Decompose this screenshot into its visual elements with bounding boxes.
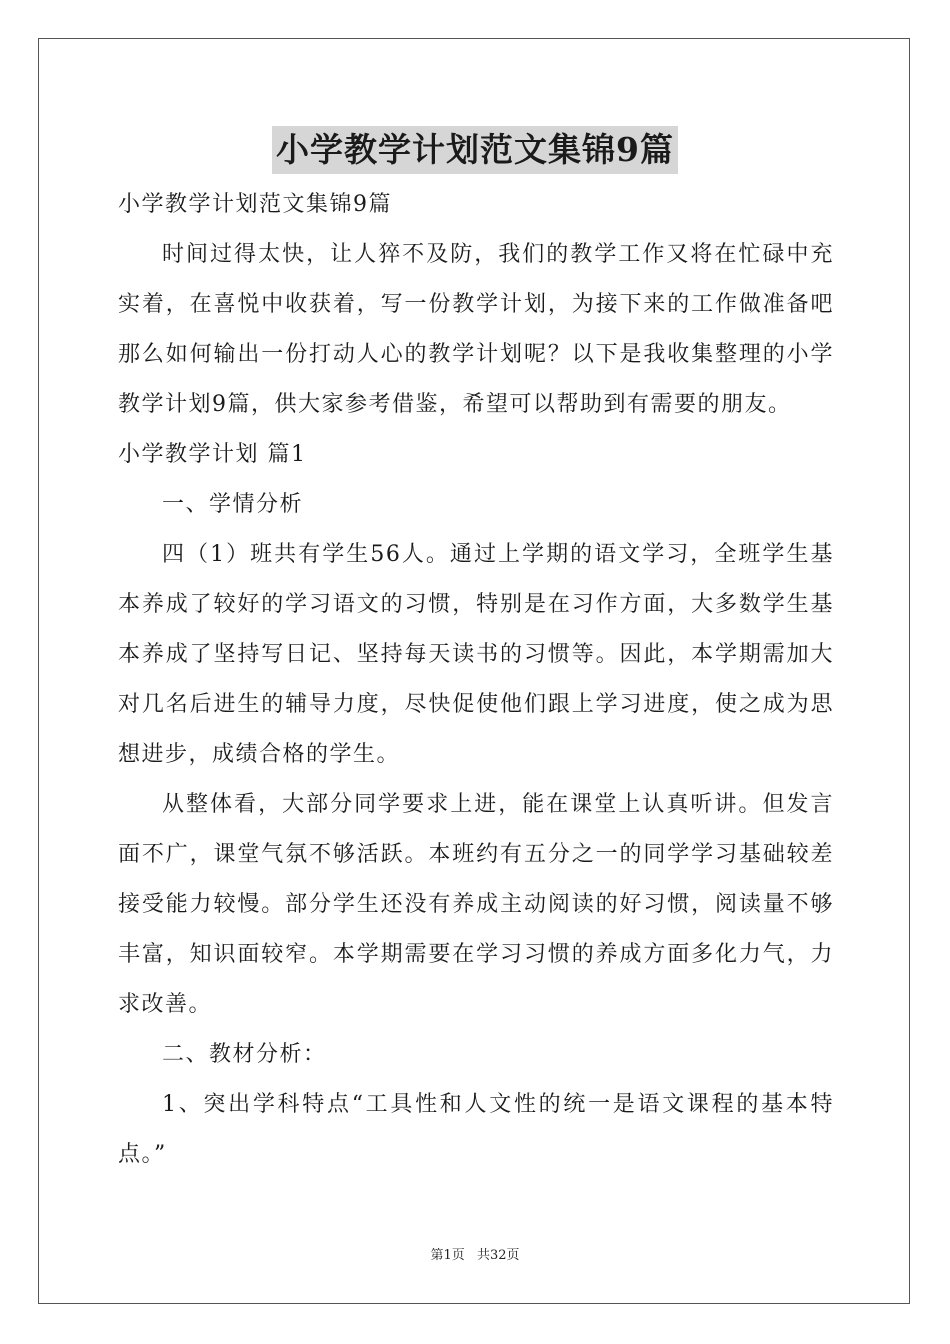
document-body [118, 180, 834, 1180]
document-subtitle: 小学教学计划范文集锦9篇 [118, 192, 392, 217]
section-heading-plan-1: 小学教学计划 篇1 [118, 442, 307, 467]
page-total: 共32页 [476, 1248, 520, 1263]
paragraph-subject-features: 1、突出学科特点“工具性和人文性的统一是语文课程的基本特点。” [118, 1092, 834, 1167]
paragraph-overall-view: 从整体看，大部分同学要求上进，能在课堂上认真听讲。但发言面不广，课堂气氛不够活跃。本班约有五分之一的同学学习基础较差接受能力较慢。部分学生还没有养成主动阅读的好习惯，阅读量不够丰富，知识面较窄。本学期需要在学习习惯的养成方面多化力气，力求改善。 [118, 792, 834, 1017]
heading-textbook-analysis: 二、教材分析： [162, 1042, 327, 1067]
title-container [0, 126, 950, 174]
paragraph-class-overview: 四（1）班共有学生56人。通过上学期的语文学习，全班学生基本养成了较好的学习语文的习惯，特别是在习作方面，大多数学生基本养成了坚持写日记、坚持每天读书的习惯等。因此，本学期需加大对几名后进生的辅导力度，尽快促使他们跟上学习进度，使之成为思想进步，成绩合格的学生。 [118, 542, 834, 767]
paragraph-intro: 时间过得太快，让人猝不及防，我们的教学工作又将在忙碌中充实着，在喜悦中收获着，写一份教学计划，为接下来的工作做准备吧那么如何输出一份打动人心的教学计划呢？以下是我收集整理的小学教学计划9篇，供大家参考借鉴，希望可以帮助到有需要的朋友。 [118, 242, 834, 417]
page-footer [0, 1244, 950, 1263]
page-number: 第1页 [430, 1248, 465, 1263]
document-title: 小学教学计划范文集锦9篇 [272, 126, 678, 174]
heading-student-analysis: 一、学情分析 [162, 492, 304, 517]
